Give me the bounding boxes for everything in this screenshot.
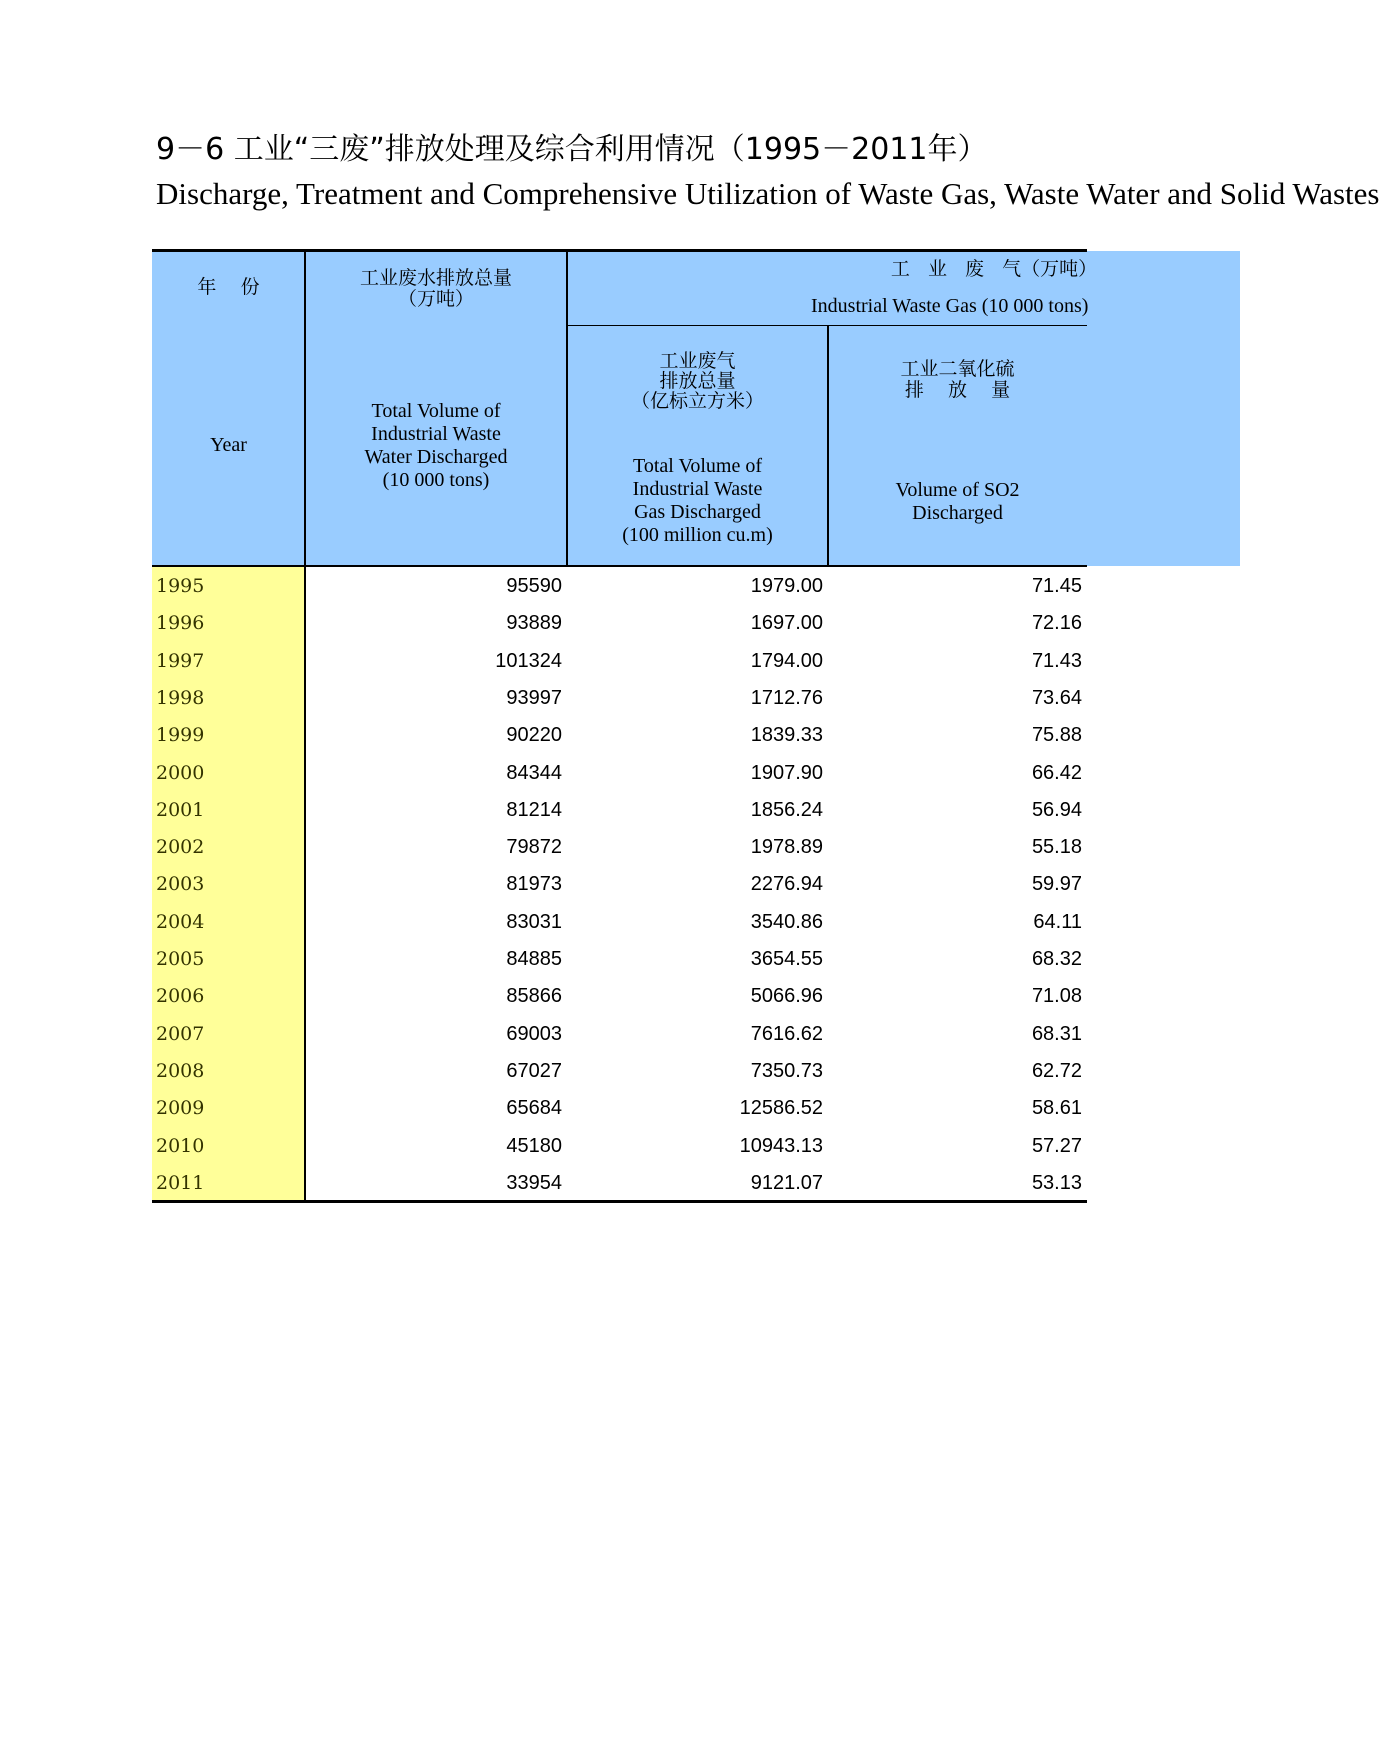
table-row: [152, 604, 1087, 641]
cell-gas: 7350.73: [750, 1059, 823, 1082]
table-row: [152, 865, 1087, 902]
cell-year: 2000: [156, 761, 205, 784]
cell-so2: 71.43: [1031, 649, 1082, 672]
cell-water: 101324: [495, 649, 562, 672]
table-row: [152, 1127, 1087, 1164]
table-row: [152, 642, 1087, 679]
divider-gas: [827, 325, 829, 567]
cell-water: 69003: [506, 1022, 562, 1045]
bottom-rule: [152, 1200, 1087, 1203]
header-gas-total-zh-2: 排放总量: [659, 370, 736, 392]
table-row: [152, 567, 1087, 604]
header-gas-total-en-4: (100 million cu.m): [622, 524, 773, 546]
cell-so2: 57.27: [1031, 1134, 1082, 1157]
header-gas-total-zh-1: 工业废气: [659, 350, 736, 372]
cell-gas: 1794.00: [750, 649, 823, 672]
table-row: [152, 716, 1087, 753]
cell-so2: 62.72: [1031, 1059, 1082, 1082]
cell-water: 95590: [506, 575, 562, 597]
cell-water: 67027: [506, 1059, 562, 1082]
header-water-zh-1: 工业废水排放总量: [359, 267, 512, 289]
header-gas-total-zh-3: （亿标立方米）: [630, 390, 764, 412]
cell-year: 2002: [156, 836, 205, 859]
header-so2-zh-1: 工业二氧化硫: [900, 358, 1015, 380]
header-so2-zh-2: 排 放 量: [904, 379, 1011, 401]
cell-year: 2006: [156, 985, 205, 1008]
cell-water: 45180: [506, 1134, 562, 1157]
header-water-en-2: Industrial Waste: [371, 423, 501, 445]
cell-water: 79872: [506, 836, 562, 859]
cell-year: 2011: [156, 1171, 205, 1194]
cell-so2: 58.61: [1031, 1097, 1082, 1120]
cell-gas: 1697.00: [750, 612, 823, 635]
cell-water: 33954: [506, 1171, 562, 1194]
header-water-zh-2: （万吨）: [397, 288, 474, 310]
header-year-zh: 年 份: [197, 276, 260, 298]
header-gas-total-en-3: Gas Discharged: [634, 501, 761, 523]
header-so2-en-1: Volume of SO2: [895, 479, 1020, 501]
cell-so2: 73.64: [1031, 686, 1082, 709]
table-row: [152, 903, 1087, 940]
header-gas-group-en: Industrial Waste Gas (10 000 tons): [811, 295, 1089, 317]
header-gas-total-en-1: Total Volume of: [633, 455, 762, 477]
cell-year: 1997: [156, 649, 205, 672]
header-bottom-rule: [152, 565, 1087, 567]
header-water-en-4: (10 000 tons): [382, 469, 490, 491]
cell-so2: 53.13: [1031, 1171, 1082, 1194]
cell-gas: 9121.07: [750, 1171, 823, 1194]
cell-so2: 56.94: [1031, 798, 1082, 821]
cell-year: 1995: [156, 575, 205, 597]
header-so2-en-2: Discharged: [912, 502, 1003, 524]
cell-gas: 1907.90: [750, 761, 823, 784]
title-chinese: 9－6 工业“三废”排放处理及综合利用情况（1995－2011年）: [156, 132, 988, 167]
cell-so2: 71.45: [1031, 575, 1082, 597]
cell-gas: 1979.00: [750, 575, 823, 597]
cell-gas: 2276.94: [750, 873, 823, 896]
cell-gas: 12586.52: [739, 1097, 823, 1120]
cell-water: 81214: [506, 798, 562, 821]
cell-gas: 3654.55: [750, 948, 823, 970]
cell-water: 83031: [506, 910, 562, 933]
header-water-en-1: Total Volume of: [371, 400, 501, 422]
table-row: [152, 1164, 1087, 1201]
cell-year: 2004: [156, 910, 205, 933]
cell-water: 84344: [506, 761, 562, 784]
cell-gas: 1839.33: [750, 724, 823, 747]
cell-so2: 68.31: [1031, 1022, 1082, 1045]
cell-so2: 59.97: [1031, 873, 1082, 896]
header-water-en-3: Water Discharged: [364, 446, 508, 468]
cell-water: 84885: [506, 948, 562, 970]
cell-so2: 66.42: [1031, 761, 1082, 784]
table-row: [152, 679, 1087, 716]
cell-water: 85866: [506, 985, 562, 1008]
cell-year: 1996: [156, 612, 205, 635]
title-english: Discharge, Treatment and Comprehensive Utilization of Waste Gas, Waste Water and Solid Wastes: [156, 176, 1379, 211]
cell-year: 1999: [156, 724, 205, 747]
cell-year: 2009: [156, 1097, 205, 1120]
cell-year: 2008: [156, 1059, 205, 1082]
table-row: [152, 1015, 1087, 1052]
cell-year: 2005: [156, 948, 205, 970]
cell-gas: 1978.89: [750, 836, 823, 859]
cell-year: 2007: [156, 1022, 205, 1045]
cell-year: 1998: [156, 686, 205, 709]
cell-year: 2001: [156, 798, 205, 821]
table-row: [152, 754, 1087, 791]
divider-year: [304, 249, 306, 1203]
cell-gas: 10943.13: [739, 1134, 823, 1157]
cell-year: 2010: [156, 1134, 205, 1157]
cell-so2: 72.16: [1031, 612, 1082, 635]
table-row: [152, 828, 1087, 865]
header-water-cell: [305, 251, 567, 567]
header-gas-group-zh: 工 业 废 气（万吨）: [890, 258, 1098, 280]
cell-gas: 5066.96: [750, 985, 823, 1008]
cell-gas: 1712.76: [750, 686, 823, 709]
header-overflow-band: [1087, 251, 1240, 566]
table-row: [152, 940, 1087, 977]
table-row: [152, 791, 1087, 828]
cell-water: 93889: [506, 612, 562, 635]
cell-so2: 71.08: [1031, 985, 1082, 1008]
header-year-cell: [152, 251, 305, 567]
cell-year: 2003: [156, 873, 205, 896]
top-rule: [152, 249, 1087, 252]
cell-water: 90220: [506, 724, 562, 747]
table-row: [152, 977, 1087, 1014]
cell-so2: 64.11: [1033, 910, 1082, 933]
cell-so2: 75.88: [1031, 724, 1082, 747]
cell-water: 81973: [506, 873, 562, 896]
cell-water: 93997: [506, 686, 562, 709]
cell-so2: 68.32: [1031, 948, 1082, 970]
header-gas-total-en-2: Industrial Waste: [632, 478, 763, 500]
cell-gas: 1856.24: [750, 798, 823, 821]
cell-gas: 3540.86: [750, 910, 823, 933]
table-row: [152, 1089, 1087, 1126]
cell-gas: 7616.62: [750, 1022, 823, 1045]
table-row: [152, 1052, 1087, 1089]
divider-water: [566, 249, 568, 567]
data-table: [152, 249, 1098, 1203]
cell-water: 65684: [506, 1097, 562, 1120]
cell-so2: 55.18: [1031, 836, 1082, 859]
header-year-en: Year: [210, 434, 247, 456]
